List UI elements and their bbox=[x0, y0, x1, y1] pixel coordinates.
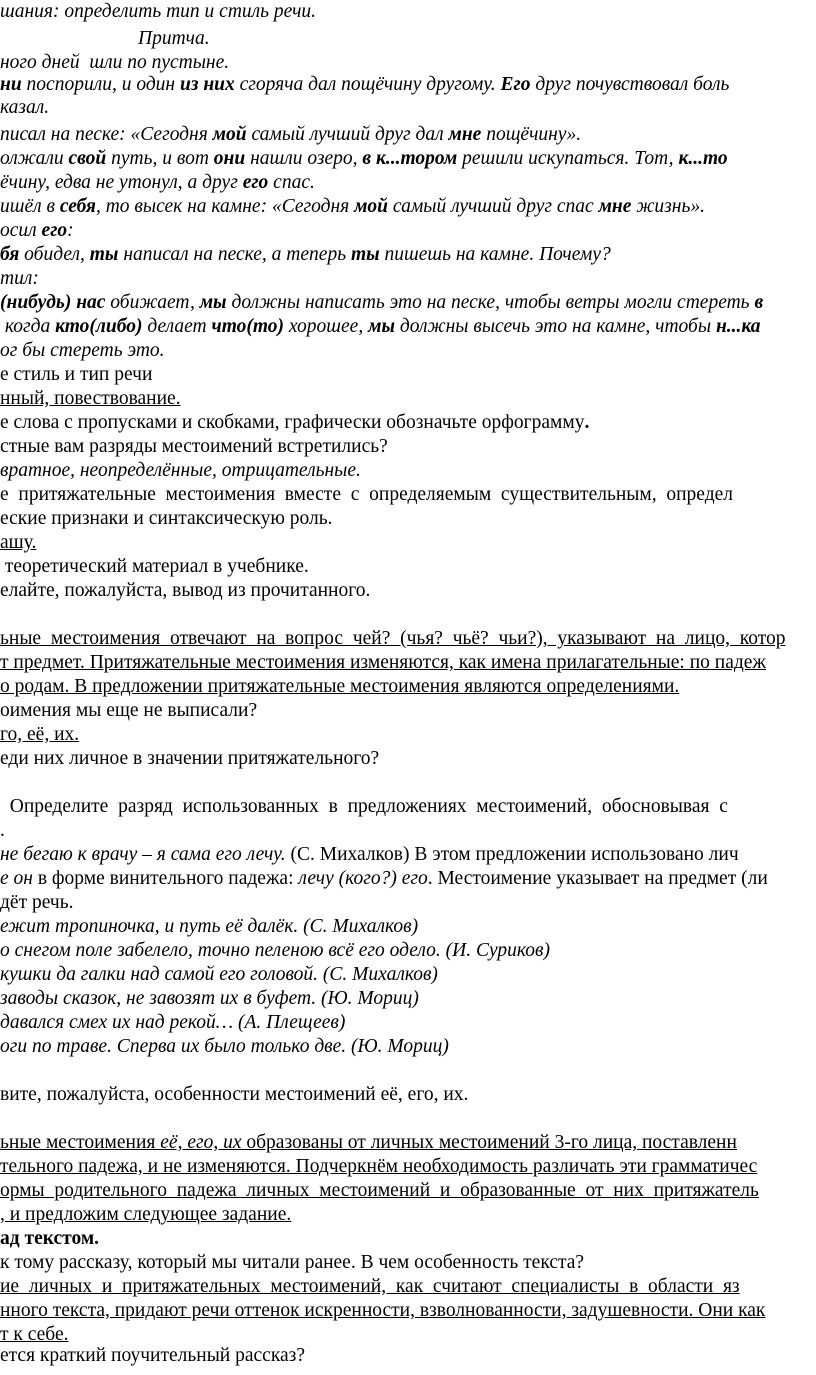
text-run: ёчину, едва не утонул, а друг bbox=[0, 172, 243, 193]
text-run: в форме винительного падежа: bbox=[32, 868, 299, 889]
text-run: го, её, их. bbox=[0, 724, 80, 745]
text-line bbox=[0, 963, 438, 987]
text-run: ни bbox=[0, 74, 22, 95]
text-line bbox=[0, 73, 729, 97]
text-run: они bbox=[213, 148, 246, 169]
text-run: ты bbox=[350, 244, 380, 265]
text-run: : bbox=[67, 220, 74, 241]
text-line bbox=[0, 747, 379, 771]
text-run: ежит тропиночка, и путь её далёк. (С. Михалков) bbox=[0, 916, 419, 937]
text-line bbox=[0, 411, 589, 435]
text-run: не бегаю к врачу – я сама его лечу. bbox=[0, 844, 286, 865]
text-run: пишешь на камне. Почему? bbox=[379, 244, 611, 265]
text-line bbox=[0, 507, 333, 531]
text-line bbox=[0, 51, 229, 75]
text-line bbox=[0, 843, 739, 867]
text-run: нашли озеро, bbox=[245, 148, 363, 169]
text-line bbox=[0, 123, 581, 147]
text-line bbox=[0, 651, 766, 675]
text-line bbox=[0, 675, 679, 699]
text-run: т к себе. bbox=[0, 1324, 69, 1345]
text-run: сгоряча дал пощёчину другому. bbox=[234, 74, 501, 95]
text-run: когда bbox=[0, 316, 56, 337]
text-run: друг почувствовал боль bbox=[530, 74, 730, 95]
text-run: ашу. bbox=[0, 532, 37, 553]
text-run: ется краткий поучительный рассказ? bbox=[0, 1345, 306, 1366]
text-run: стные вам разряды местоимений встретились? bbox=[0, 436, 388, 457]
text-run: ьные местоимения bbox=[0, 1132, 161, 1153]
text-run: кушки да галки над самой его головой. (С. Михалков) bbox=[0, 964, 438, 985]
text-run: должны написать это на песке, чтобы ветры могли стереть bbox=[226, 292, 755, 313]
text-run: кто(либо) bbox=[55, 316, 143, 337]
text-line bbox=[0, 1035, 449, 1059]
text-line bbox=[0, 171, 315, 195]
text-run: олжали bbox=[0, 148, 69, 169]
text-run: решили искупаться. Тот, bbox=[457, 148, 679, 169]
text-run: мы bbox=[199, 292, 227, 313]
text-line bbox=[0, 1083, 468, 1107]
text-run: ишёл в bbox=[0, 196, 60, 217]
text-run: . Местоимение указывает на предмет (ли bbox=[427, 868, 768, 889]
text-line bbox=[0, 147, 728, 171]
text-run: самый лучший друг дал bbox=[246, 124, 449, 145]
text-run: к...то bbox=[678, 148, 728, 169]
text-run: ты bbox=[89, 244, 119, 265]
text-line bbox=[0, 1227, 99, 1251]
text-line bbox=[0, 891, 73, 915]
text-run: хорошее, bbox=[284, 316, 369, 337]
text-run: дёт речь. bbox=[0, 892, 74, 913]
text-line bbox=[0, 819, 5, 843]
text-run: жизнь». bbox=[631, 196, 705, 217]
text-line bbox=[0, 96, 49, 120]
text-run: мне bbox=[448, 124, 482, 145]
text-line bbox=[0, 1203, 291, 1227]
text-run: шания: определить тип и стиль речи. bbox=[0, 1, 316, 22]
text-run: из них bbox=[180, 74, 235, 95]
text-line bbox=[0, 987, 419, 1011]
text-line bbox=[0, 1131, 737, 1155]
text-run: её, его, их bbox=[160, 1132, 242, 1153]
text-run: к тому рассказу, который мы читали ранее. В чем особенность текста? bbox=[0, 1252, 585, 1273]
text-run: еские признаки и синтаксическую роль. bbox=[0, 508, 333, 529]
text-run: писал на песке: «Сегодня bbox=[0, 124, 213, 145]
text-run: мы bbox=[368, 316, 395, 337]
text-run: путь, и вот bbox=[106, 148, 214, 169]
text-run: вратное, неопределённые, отрицательные. bbox=[0, 460, 361, 481]
text-run: е слова с пропусками и скобками, графически обозначьте орфограмму bbox=[0, 412, 585, 433]
text-line bbox=[0, 339, 165, 363]
text-line bbox=[0, 483, 733, 507]
text-run: пощёчину». bbox=[481, 124, 582, 145]
text-run: , и предложим следующее задание. bbox=[0, 1204, 292, 1225]
text-line bbox=[0, 555, 309, 579]
text-line bbox=[0, 243, 611, 267]
text-run: вите, пожалуйста, особенности местоимений её, его, их. bbox=[0, 1084, 469, 1105]
text-run: . bbox=[0, 820, 5, 841]
text-run: т предмет. Притяжательные местоимения изменяются, как имена прилагательные: по падеж bbox=[0, 652, 766, 673]
text-run: его bbox=[41, 220, 68, 241]
text-run: делает bbox=[142, 316, 212, 337]
text-run: Его bbox=[500, 74, 531, 95]
text-run: в bbox=[754, 292, 764, 313]
text-run: тельного падежа, и не изменяются. Подчеркнём необходимость различать эти грамматичес bbox=[0, 1156, 758, 1177]
text-line bbox=[0, 1275, 740, 1299]
text-run: себя bbox=[59, 196, 96, 217]
text-run: его bbox=[242, 172, 269, 193]
text-run: ного дней шли по пустыне. bbox=[0, 52, 230, 73]
text-run: (нибудь) нас bbox=[0, 292, 106, 313]
text-run: обижает, bbox=[105, 292, 200, 313]
text-run: тил: bbox=[0, 268, 39, 289]
text-line bbox=[0, 219, 74, 243]
text-line bbox=[0, 1344, 305, 1368]
text-run: о родам. В предложении притяжательные местоимения являются определениями. bbox=[0, 676, 680, 697]
text-run: (С. Михалков) В этом предложении использовано лич bbox=[285, 844, 739, 865]
text-run: лечу (кого?) его bbox=[298, 868, 428, 889]
text-run: что(то) bbox=[211, 316, 285, 337]
text-run: ьные местоимения отвечают на вопрос чей? (чья? чьё? чьи?), указывают на лицо, котор bbox=[0, 628, 786, 649]
text-run: о снегом поле забелело, точно пеленою всё его одело. (И. Суриков) bbox=[0, 940, 550, 961]
text-line bbox=[0, 387, 181, 411]
text-run: образованы от личных местоимений 3-го лица, поставленн bbox=[241, 1132, 737, 1153]
text-run: заводы сказок, не завозят их в буфет. (Ю. Мориц) bbox=[0, 988, 419, 1009]
text-run: н...ка bbox=[715, 316, 761, 337]
text-run: бя bbox=[0, 244, 20, 265]
text-line bbox=[0, 699, 257, 723]
text-line bbox=[0, 1179, 759, 1203]
text-line bbox=[0, 435, 388, 459]
text-run: Определите разряд использованных в предложениях местоимений, обосновывая с bbox=[0, 796, 728, 817]
text-run: е стиль и тип речи bbox=[0, 364, 153, 385]
text-line bbox=[0, 531, 36, 555]
text-run: е он bbox=[0, 868, 33, 889]
text-run: написал на песке, а теперь bbox=[118, 244, 351, 265]
text-line bbox=[0, 267, 39, 291]
text-line bbox=[0, 939, 550, 963]
text-line bbox=[0, 579, 370, 603]
text-run: обидел, bbox=[19, 244, 90, 265]
text-run: свой bbox=[68, 148, 107, 169]
text-run: должны высечь это на камне, чтобы bbox=[394, 316, 716, 337]
text-run: Притча. bbox=[138, 28, 210, 49]
text-run: осил bbox=[0, 220, 42, 241]
text-run: самый лучший друг спас bbox=[388, 196, 599, 217]
text-run: , то высек на камне: «Сегодня bbox=[95, 196, 355, 217]
text-line bbox=[0, 1011, 345, 1035]
text-line bbox=[0, 1299, 765, 1323]
text-line bbox=[0, 723, 79, 747]
text-line bbox=[0, 915, 418, 939]
text-run: ие личных и притяжательных местоимений, как считают специалисты в области яз bbox=[0, 1276, 740, 1297]
text-run: спас. bbox=[268, 172, 315, 193]
text-run: е притяжательные местоимения вместе с определяемым существительным, определ bbox=[0, 484, 734, 505]
text-run: нного текста, придают речи оттенок искренности, взволнованности, задушевности. Они как bbox=[0, 1300, 766, 1321]
text-line bbox=[0, 195, 705, 219]
text-run: мой bbox=[354, 196, 389, 217]
text-line bbox=[0, 0, 316, 24]
text-line bbox=[0, 363, 152, 387]
text-line bbox=[138, 27, 210, 51]
text-run: поспорили, и один bbox=[21, 74, 180, 95]
text-run: оимения мы еще не выписали? bbox=[0, 700, 258, 721]
text-run: давался смех их над рекой… (А. Плещеев) bbox=[0, 1012, 346, 1033]
text-run: еди них личное в значении притяжательного? bbox=[0, 748, 380, 769]
text-run: нный, повествование. bbox=[0, 388, 181, 409]
text-run: . bbox=[584, 412, 590, 433]
text-line bbox=[0, 315, 761, 339]
text-run: теоретический материал в учебнике. bbox=[0, 556, 309, 577]
text-run: елайте, пожалуйста, вывод из прочитанного. bbox=[0, 580, 371, 601]
text-run: ормы родительного падежа личных местоимений и образованные от них притяжатель bbox=[0, 1180, 759, 1201]
text-line bbox=[0, 459, 361, 483]
text-line bbox=[0, 627, 786, 651]
text-line bbox=[0, 867, 768, 891]
text-run: оги по траве. Сперва их было только две. (Ю. Мориц) bbox=[0, 1036, 449, 1057]
text-run: текстом. bbox=[24, 1228, 99, 1249]
text-line bbox=[0, 1251, 584, 1275]
text-run: ад bbox=[0, 1228, 25, 1249]
text-run: мой bbox=[212, 124, 247, 145]
text-line bbox=[0, 795, 728, 819]
text-run: ог бы стереть это. bbox=[0, 340, 165, 361]
text-run: в к...тором bbox=[362, 148, 458, 169]
text-line bbox=[0, 291, 763, 315]
text-run: мне bbox=[598, 196, 632, 217]
text-line bbox=[0, 1155, 757, 1179]
text-run: казал. bbox=[0, 97, 50, 118]
